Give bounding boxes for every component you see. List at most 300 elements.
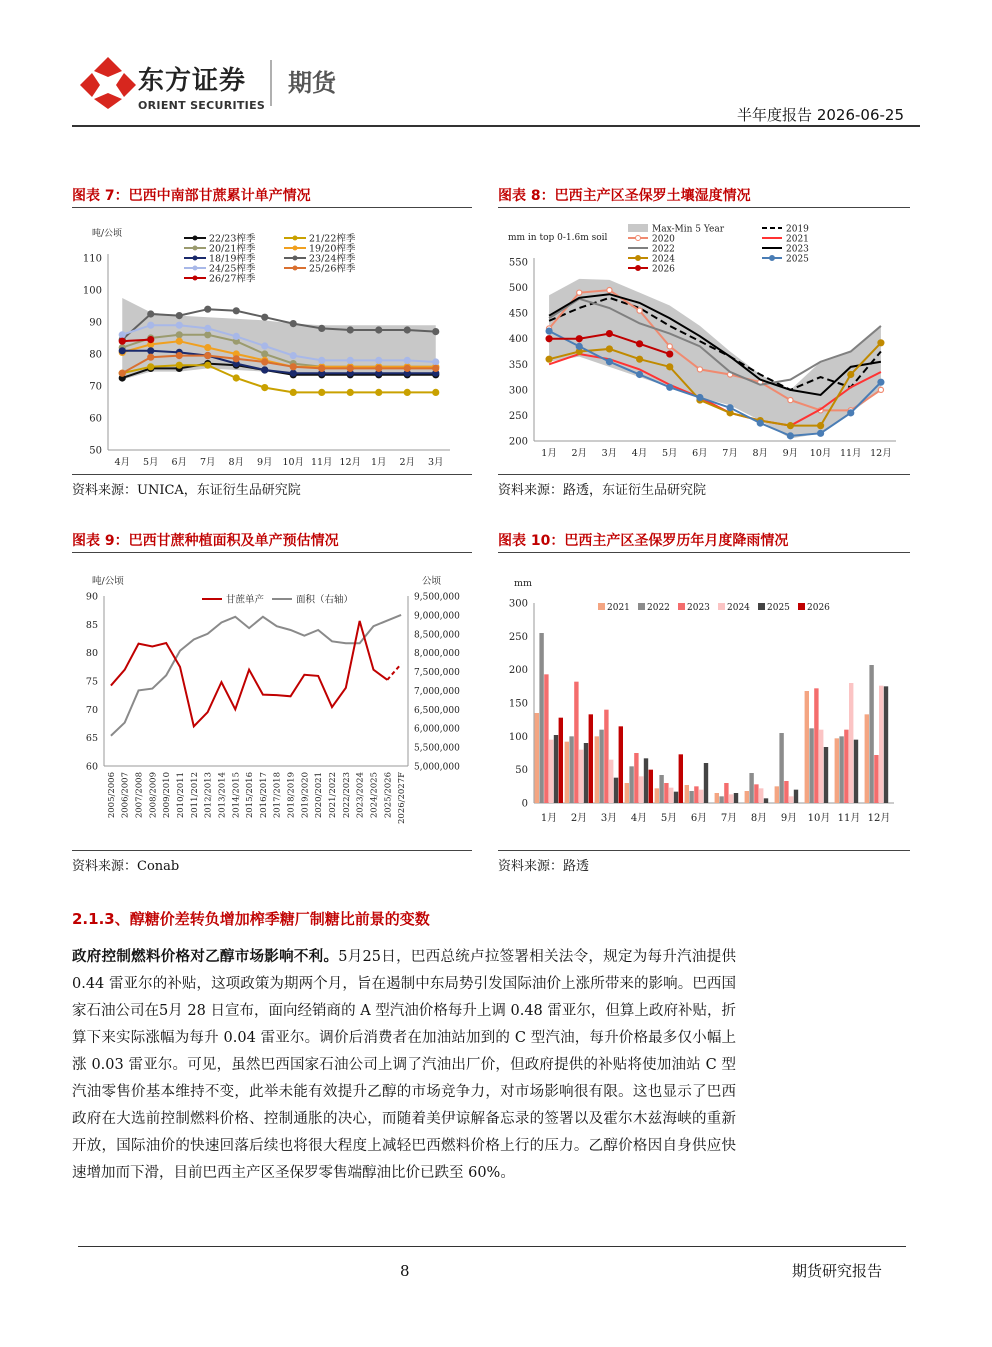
fig7-point: [433, 389, 439, 395]
fig10-bar: [884, 686, 888, 803]
fig7-point: [119, 332, 125, 338]
fig10-bar: [659, 775, 663, 803]
fig7-xtick: 7月: [199, 457, 216, 468]
fig10-bar: [809, 728, 813, 803]
fig7-point: [347, 357, 353, 363]
fig10-ytick: 200: [508, 665, 528, 677]
c9-svg: [72, 558, 472, 848]
fig8-point: [577, 290, 582, 295]
fig8-point: [697, 367, 702, 372]
fig8-legend-label: 2024: [652, 254, 675, 265]
fig9-ytick: 85: [85, 619, 98, 631]
fig10-bar: [734, 793, 738, 803]
fig9-source: 资料来源：Conab: [72, 859, 180, 874]
fig8-point: [637, 372, 643, 378]
fig10-xtick: 7月: [720, 813, 738, 824]
fig10-bar: [874, 755, 878, 803]
brand-futures: 期货: [288, 69, 336, 97]
fig10-bar: [719, 796, 723, 803]
fig7-legend-marker: [193, 246, 198, 251]
fig10-bar: [704, 763, 708, 803]
fig7-point: [233, 333, 239, 339]
fig10-bar: [724, 783, 728, 803]
fig8-legend-label: Max-Min 5 Year: [652, 224, 725, 235]
fig7-point: [205, 306, 211, 312]
fig7-point: [176, 332, 182, 338]
fig10-bar: [865, 714, 869, 803]
fig7-legend-marker: [193, 236, 198, 241]
fig9-ytick: 60: [85, 761, 98, 773]
fig10-ytick: 150: [508, 698, 528, 710]
fig7-ytick: 100: [82, 285, 102, 297]
fig8-top-rule: [498, 207, 910, 208]
fig7-xtick: 5月: [142, 457, 159, 468]
fig10-bar: [595, 736, 599, 803]
fig10-xtick: 2月: [570, 813, 588, 824]
fig9-xtick: 2026/2027F: [397, 772, 408, 825]
fig9-ylabel: 吨/公顷: [92, 576, 124, 587]
fig7-point: [404, 389, 410, 395]
fig7-point: [290, 370, 296, 376]
fig8-point: [818, 423, 824, 429]
fig10-xtick: 5月: [660, 813, 678, 824]
fig9-yield-line: [111, 621, 387, 726]
fig10-legend-swatch: [718, 603, 725, 610]
fig9-xtick: 2013/2014: [217, 772, 228, 819]
fig7-legend-label: 20/21榨季: [209, 243, 256, 255]
fig10-xtick: 12月: [867, 813, 891, 824]
fig7-point: [404, 365, 410, 371]
fig10-bar: [685, 785, 689, 803]
fig10-bar: [699, 790, 703, 803]
fig7-point: [119, 370, 125, 376]
fig8-xtick: 2月: [571, 448, 588, 459]
fig10-xtick: 8月: [750, 813, 768, 824]
fig7-legend-marker: [293, 246, 298, 251]
fig8-point: [606, 331, 612, 337]
fig8-point: [818, 430, 824, 436]
fig8-legend-marker: [636, 236, 641, 241]
fig7-point: [319, 357, 325, 363]
fig10-bar: [634, 753, 638, 803]
fig7-chart: [72, 212, 472, 474]
fig8-point: [637, 341, 643, 347]
fig10-xtick: 11月: [837, 813, 861, 824]
fig8-ytick: 250: [508, 410, 528, 422]
fig9-y2tick: 6,500,000: [414, 705, 460, 716]
fig9-xtick: 2006/2007: [120, 772, 131, 819]
fig9-y2tick: 5,000,000: [414, 762, 460, 773]
fig9-xtick: 2012/2013: [203, 772, 214, 819]
fig7-point: [205, 332, 211, 338]
fig10-bar: [619, 726, 623, 803]
fig10-xtick: 10月: [807, 813, 831, 824]
fig7-point: [176, 338, 182, 344]
fig7-point: [148, 364, 154, 370]
fig10-bar: [745, 791, 749, 803]
fig7-ytick: 60: [89, 413, 102, 425]
fig7-bottom-rule: [72, 474, 472, 475]
fig7-point: [119, 338, 125, 344]
fig8-xtick: 5月: [661, 448, 678, 459]
fig9-xtick: 2014/2015: [231, 772, 242, 819]
fig9-xtick: 2023/2024: [355, 772, 366, 819]
fig7-legend-marker: [293, 266, 298, 271]
fig10-bar: [554, 735, 558, 803]
fig7-point: [205, 325, 211, 331]
fig10-legend-label: 2021: [607, 603, 630, 613]
fig7-point: [262, 359, 268, 365]
footer-divider: [78, 1246, 906, 1247]
fig10-ylabel: mm: [514, 578, 533, 589]
fig10-bar: [649, 770, 653, 803]
fig7-ytick: 80: [89, 349, 102, 361]
fig10-bar: [614, 778, 618, 803]
fig8-xtick: 4月: [631, 448, 648, 459]
fig7-xtick: 4月: [114, 457, 131, 468]
fig8-legend-marker: [636, 266, 641, 271]
fig7-legend-marker: [293, 236, 298, 241]
fig7-xtick: 6月: [171, 457, 188, 468]
fig8-xtick: 6月: [692, 448, 708, 459]
fig10-bottom-rule: [498, 850, 910, 851]
fig10-bar: [715, 793, 719, 803]
fig9-xtick: 2020/2021: [314, 772, 325, 819]
fig10-ytick: 50: [515, 765, 528, 777]
fig9-y2tick: 6,000,000: [414, 724, 460, 735]
fig7-point: [148, 311, 154, 317]
fig10-xtick: 6月: [690, 813, 708, 824]
fig7-point: [148, 322, 154, 328]
fig9-top-rule: [72, 552, 472, 553]
fig7-point: [376, 327, 382, 333]
fig9-xtick: 2011/2012: [189, 772, 200, 819]
fig9-xtick: 2007/2008: [134, 772, 145, 819]
fig7-xtick: 10月: [282, 457, 305, 468]
section-heading: 2.1.3、醇糖价差转负增加榨季糖厂制糖比前景的变数: [72, 910, 430, 928]
fig9-xtick: 2021/2022: [328, 772, 338, 819]
fig10-ytick: 100: [508, 731, 528, 743]
fig7-ytick: 50: [89, 445, 102, 457]
fig10-bar: [805, 691, 809, 803]
fig10-bar: [664, 783, 668, 803]
fig10-bar: [789, 796, 793, 803]
fig8-point: [667, 351, 673, 357]
fig7-ylabel: 吨/公顷: [92, 229, 123, 239]
fig9-ytick: 70: [85, 704, 98, 716]
fig7-point: [347, 365, 353, 371]
fig7-point: [262, 367, 268, 373]
fig9-xtick: 2005/2006: [106, 772, 117, 819]
fig9-y2tick: 9,000,000: [414, 611, 460, 622]
fig10-legend-swatch: [598, 603, 605, 610]
footer-tag: 期货研究报告: [791, 1262, 882, 1280]
fig7-point: [433, 365, 439, 371]
fig8-ytick: 350: [508, 359, 528, 371]
fig7-point: [262, 314, 268, 320]
fig10-xtick: 4月: [630, 813, 648, 824]
fig10-bar: [544, 674, 548, 803]
fig8-bottom-rule: [498, 474, 910, 475]
fig7-ytick: 90: [89, 317, 102, 329]
fig7-ytick: 70: [89, 381, 102, 393]
fig10-bar: [559, 718, 563, 803]
fig8-xtick: 9月: [782, 448, 799, 459]
fig7-point: [262, 385, 268, 391]
fig8-point: [727, 405, 733, 411]
fig8-source: 资料来源：路透，东证衍生品研究院: [498, 483, 707, 498]
fig8-point: [637, 308, 642, 313]
fig8-xtick: 10月: [809, 448, 832, 459]
header-divider: [72, 125, 920, 127]
fig7-legend-label: 19/20榨季: [309, 243, 356, 255]
fig8-legend-label: 2023: [786, 244, 809, 255]
fig8-point: [667, 384, 673, 390]
c7-svg: [72, 212, 472, 474]
fig10-bar: [674, 792, 678, 803]
fig10-bar: [749, 773, 753, 803]
fig7-legend-label: 24/25榨季: [209, 263, 256, 275]
fig7-point: [233, 308, 239, 314]
fig8-point: [546, 356, 552, 362]
fig7-point: [262, 343, 268, 349]
fig8-ytick: 450: [508, 308, 528, 320]
fig7-point: [176, 313, 182, 319]
fig8-point: [576, 336, 582, 342]
fig8-ytick: 500: [508, 283, 528, 295]
fig9-y2tick: 8,000,000: [414, 649, 460, 660]
fig9-xtick: 2016/2017: [258, 772, 269, 819]
fig7-ytick: 110: [82, 253, 102, 265]
fig7-point: [319, 325, 325, 331]
fig7-xtick: 1月: [370, 457, 387, 468]
fig7-point: [205, 345, 211, 351]
fig8-point: [878, 340, 884, 346]
fig10-legend-label: 2025: [767, 603, 790, 613]
fig10-bar: [759, 788, 763, 803]
fig10-bar: [844, 730, 848, 803]
fig8-xtick: 8月: [752, 448, 769, 459]
fig8-legend-label: 2026: [652, 264, 675, 275]
fig10-bar: [625, 783, 629, 803]
page-number: 8: [400, 1262, 410, 1280]
brand-name-en: ORIENT SECURITIES: [138, 99, 266, 112]
fig10-bar: [584, 743, 588, 803]
fig10-bar: [535, 713, 539, 803]
fig7-legend-marker: [193, 276, 198, 281]
fig7-point: [404, 357, 410, 363]
fig9-title: 图表 9：巴西甘蔗种植面积及单产预估情况: [72, 533, 339, 549]
fig10-bar: [629, 766, 633, 803]
fig10-bar: [849, 683, 853, 803]
fig7-point: [347, 389, 353, 395]
fig10-bar: [679, 754, 683, 803]
body-paragraph: [72, 944, 736, 1187]
fig10-bar: [839, 736, 843, 803]
fig9-ytick: 75: [85, 676, 98, 688]
fig10-bar: [729, 794, 733, 803]
fig7-legend-marker: [193, 256, 198, 261]
fig8-xtick: 11月: [839, 448, 862, 459]
fig7-title: 图表 7：巴西中南部甘蔗累计单产情况: [72, 188, 311, 204]
fig8-xtick: 1月: [541, 448, 557, 459]
fig8-point: [667, 364, 673, 370]
fig8-point: [788, 397, 793, 402]
brand-name-cn: 东方证券: [138, 66, 247, 96]
report-tag: 半年度报告 2026-06-25: [737, 106, 904, 124]
fig7-point: [233, 375, 239, 381]
fig10-bar: [819, 730, 823, 803]
fig8-point: [546, 336, 552, 342]
fig8-legend-label: 2022: [652, 244, 675, 255]
fig7-point: [376, 357, 382, 363]
fig8-point: [697, 395, 703, 401]
fig9-bottom-rule: [72, 850, 472, 851]
fig7-point: [262, 351, 268, 357]
fig9-xtick: 2017/2018: [272, 772, 283, 819]
fig7-source: 资料来源：UNICA，东证衍生品研究院: [72, 483, 301, 498]
fig9-xtick: 2009/2010: [162, 772, 173, 819]
fig10-bar: [764, 798, 768, 803]
fig8-point: [878, 379, 884, 385]
fig9-legend-label: 甘蔗单产: [226, 594, 265, 606]
fig7-point: [148, 337, 154, 343]
fig8-point: [787, 433, 793, 439]
fig7-top-rule: [72, 207, 472, 208]
fig10-bar: [565, 742, 569, 803]
fig7-legend-label: 26/27榨季: [209, 273, 256, 285]
fig8-point: [607, 288, 612, 293]
fig10-bar: [589, 714, 593, 803]
fig10-bar: [824, 747, 828, 803]
fig8-point: [606, 359, 612, 365]
fig10-legend-label: 2024: [727, 603, 750, 613]
fig10-source: 资料来源：路透: [498, 859, 590, 874]
fig9-xtick: 2024/2025: [369, 772, 380, 819]
fig7-legend-label: 23/24榨季: [309, 253, 356, 265]
fig9-y2tick: 7,500,000: [414, 668, 460, 679]
fig10-bar: [599, 730, 603, 803]
brand-block: [138, 60, 265, 112]
fig7-xtick: 3月: [427, 457, 444, 468]
fig7-xtick: 9月: [256, 457, 273, 468]
fig10-bar: [854, 740, 858, 803]
fig10-legend-swatch: [638, 603, 645, 610]
fig7-legend-label: 25/26榨季: [309, 263, 356, 275]
fig7-point: [376, 389, 382, 395]
fig8-point: [637, 356, 643, 362]
fig7-point: [233, 356, 239, 362]
fig8-xtick: 3月: [601, 448, 618, 459]
fig7-point: [404, 327, 410, 333]
fig10-legend-swatch: [678, 603, 685, 610]
fig10-legend-swatch: [758, 603, 765, 610]
fig10-bar: [609, 760, 613, 803]
fig10-bar: [869, 665, 873, 803]
fig10-ytick: 300: [508, 598, 528, 610]
paragraph-text: 5月25日，巴西总统卢拉签署相关法令，规定为每升汽油提供 0.44 雷亚尔的补贴，这项政策为期两个月，旨在遏制中东局势引发国际油价上涨所带来的影响。巴西国家石油公司在5月 28 日宣布，面向经销商的 A 型汽油价格每升上调 0.48 雷亚尔，但算上政府补贴，折算下来实际涨幅为每升 0.04 雷亚尔。调价后消费者在加油站加到的 C 型汽油，每升价格最多仅小幅上涨 0.03 雷亚尔。可见，虽然巴西国家石油公司上调了汽油出厂价，但政府提供的补贴将使加油站 C 型汽油零售价基本维持不变，此举未能有效提升乙醇的市场竞争力，对市场影响很有限。这也显示了巴西政府在大选前控制燃料价格、控制通胀的决心，而随着美伊谅解备忘录的签署以及霍尔木兹海峡的重新开放，国际油价的快速回落后续也将很大程度上减轻巴西燃料价格上行的压力。乙醇价格因自身供应快速增加而下滑，目前巴西主产区圣保罗零售端醇油比价已跌至 60%。: [72, 949, 736, 1181]
fig10-ytick: 250: [508, 631, 528, 643]
fig8-ylabel: mm in top 0-1.6m soil: [508, 233, 608, 243]
fig8-point: [787, 423, 793, 429]
fig7-legend-label: 21/22榨季: [309, 233, 356, 245]
fig10-bar: [574, 682, 578, 803]
fig8-legend-marker: [636, 256, 641, 261]
fig8-point: [878, 387, 883, 392]
fig8-xtick: 7月: [722, 448, 738, 459]
fig9-xtick: 2022/2023: [341, 772, 352, 819]
fig10-xtick: 9月: [780, 813, 798, 824]
fig8-ytick: 300: [508, 385, 528, 397]
fig7-point: [433, 359, 439, 365]
fig9-y2label: 公顷: [422, 576, 442, 587]
fig7-point: [148, 354, 154, 360]
fig9-y2tick: 8,500,000: [414, 630, 460, 641]
fig10-bar: [655, 788, 659, 803]
fig7-point: [176, 353, 182, 359]
fig8-legend-label: 2020: [652, 234, 675, 245]
fig7-legend-label: 22/23榨季: [209, 233, 256, 245]
fig9-y2tick: 9,500,000: [414, 592, 460, 603]
fig8-ytick: 550: [508, 257, 528, 269]
c8-svg: [498, 212, 910, 474]
fig8-title: 图表 8：巴西主产区圣保罗土壤湿度情况: [498, 188, 751, 204]
fig10-bar: [754, 784, 758, 803]
fig7-point: [290, 321, 296, 327]
fig8-legend-marker: [770, 256, 775, 261]
fig7-point: [290, 353, 296, 359]
fig10-bar: [835, 738, 839, 803]
fig10-bar: [639, 776, 643, 803]
fig8-point: [848, 372, 854, 378]
fig10-chart: [498, 558, 910, 848]
fig9-ytick: 65: [85, 733, 98, 745]
company-logo-icon: [78, 55, 138, 110]
fig7-point: [176, 322, 182, 328]
fig8-legend-label: 2021: [786, 234, 809, 245]
fig7-xtick: 8月: [228, 457, 245, 468]
fig9-ytick: 90: [85, 591, 98, 603]
fig9-xtick: 2010/2011: [176, 772, 186, 819]
fig10-title: 图表 10：巴西主产区圣保罗历年月度降雨情况: [498, 533, 789, 549]
fig8-point: [546, 328, 552, 334]
fig10-xtick: 3月: [600, 813, 618, 824]
fig10-bar: [644, 758, 648, 803]
fig7-point: [205, 362, 211, 368]
fig9-y2tick: 7,000,000: [414, 686, 460, 697]
fig10-ytick: 0: [521, 798, 528, 810]
fig8-chart: [498, 212, 910, 474]
fig7-point: [148, 348, 154, 354]
fig7-point: [319, 365, 325, 371]
fig10-bar: [784, 781, 788, 803]
fig9-xtick: 2015/2016: [245, 772, 256, 819]
fig9-legend-label: 面积（右轴）: [296, 594, 354, 606]
fig10-xtick: 1月: [540, 813, 558, 824]
fig10-bar: [879, 686, 883, 803]
fig10-legend-label: 2026: [807, 603, 830, 613]
fig8-point: [606, 346, 612, 352]
fig9-xtick: 2008/2009: [148, 772, 159, 819]
fig10-bar: [569, 736, 573, 803]
c10-svg: [498, 558, 910, 848]
fig8-xtick: 12月: [870, 448, 892, 459]
fig7-point: [433, 329, 439, 335]
fig7-xtick: 12月: [339, 457, 362, 468]
fig10-bar: [549, 740, 553, 803]
fig7-legend-label: 18/19榨季: [209, 253, 256, 265]
fig9-chart: [72, 558, 472, 848]
